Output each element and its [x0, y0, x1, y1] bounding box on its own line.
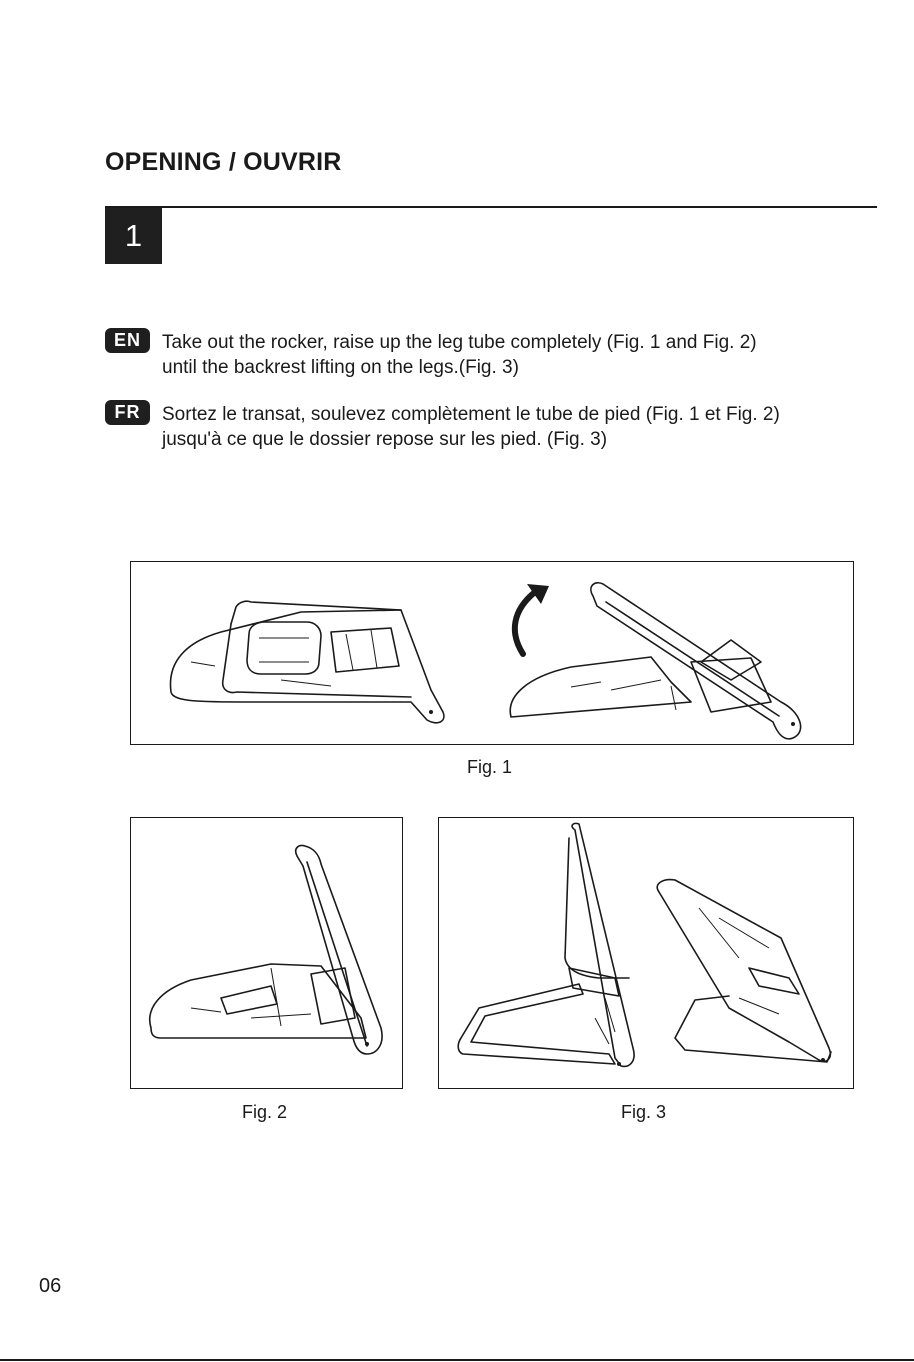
rocker-backrest-on-legs-illustration — [439, 818, 855, 1090]
instruction-text-fr — [162, 402, 780, 452]
lifting-rocker-drawing — [510, 583, 800, 739]
step-number-badge: 1 — [105, 208, 162, 264]
instruction-line: jusqu'à ce que le dossier repose sur les pied. (Fig. 3) — [162, 429, 608, 450]
instruction-line: Sortez le transat, soulevez complètement le tube de pied (Fig. 1 et Fig. 2) — [162, 404, 780, 425]
rocker-leg-raised-illustration — [131, 818, 404, 1090]
instruction-text-en — [162, 330, 757, 380]
folded-rocker-drawing — [170, 601, 443, 723]
page-number: 06 — [39, 1275, 62, 1297]
section-divider — [105, 206, 877, 208]
page-title: OPENING / OUVRIR — [105, 148, 342, 176]
figure-1-illustration — [130, 561, 854, 745]
instruction-line: Take out the rocker, raise up the leg tube completely (Fig. 1 and Fig. 2) — [162, 332, 757, 353]
rocker-folded-and-lifting-illustration — [131, 562, 855, 746]
reclined-rocker-drawing — [657, 880, 831, 1062]
instruction-line: until the backrest lifting on the legs.(Fig. 3) — [162, 357, 519, 378]
figure-3-caption: Fig. 3 — [621, 1102, 667, 1122]
figure-2-illustration — [130, 817, 403, 1089]
page-bottom-edge — [0, 1359, 914, 1361]
language-badge-en: EN — [105, 328, 150, 353]
figure-3-illustration — [438, 817, 854, 1089]
figure-2-caption: Fig. 2 — [242, 1102, 288, 1122]
figure-1-caption: Fig. 1 — [467, 757, 513, 777]
language-badge-fr: FR — [105, 400, 150, 425]
lift-arrow-icon — [515, 584, 549, 654]
upright-rocker-drawing — [458, 823, 634, 1066]
